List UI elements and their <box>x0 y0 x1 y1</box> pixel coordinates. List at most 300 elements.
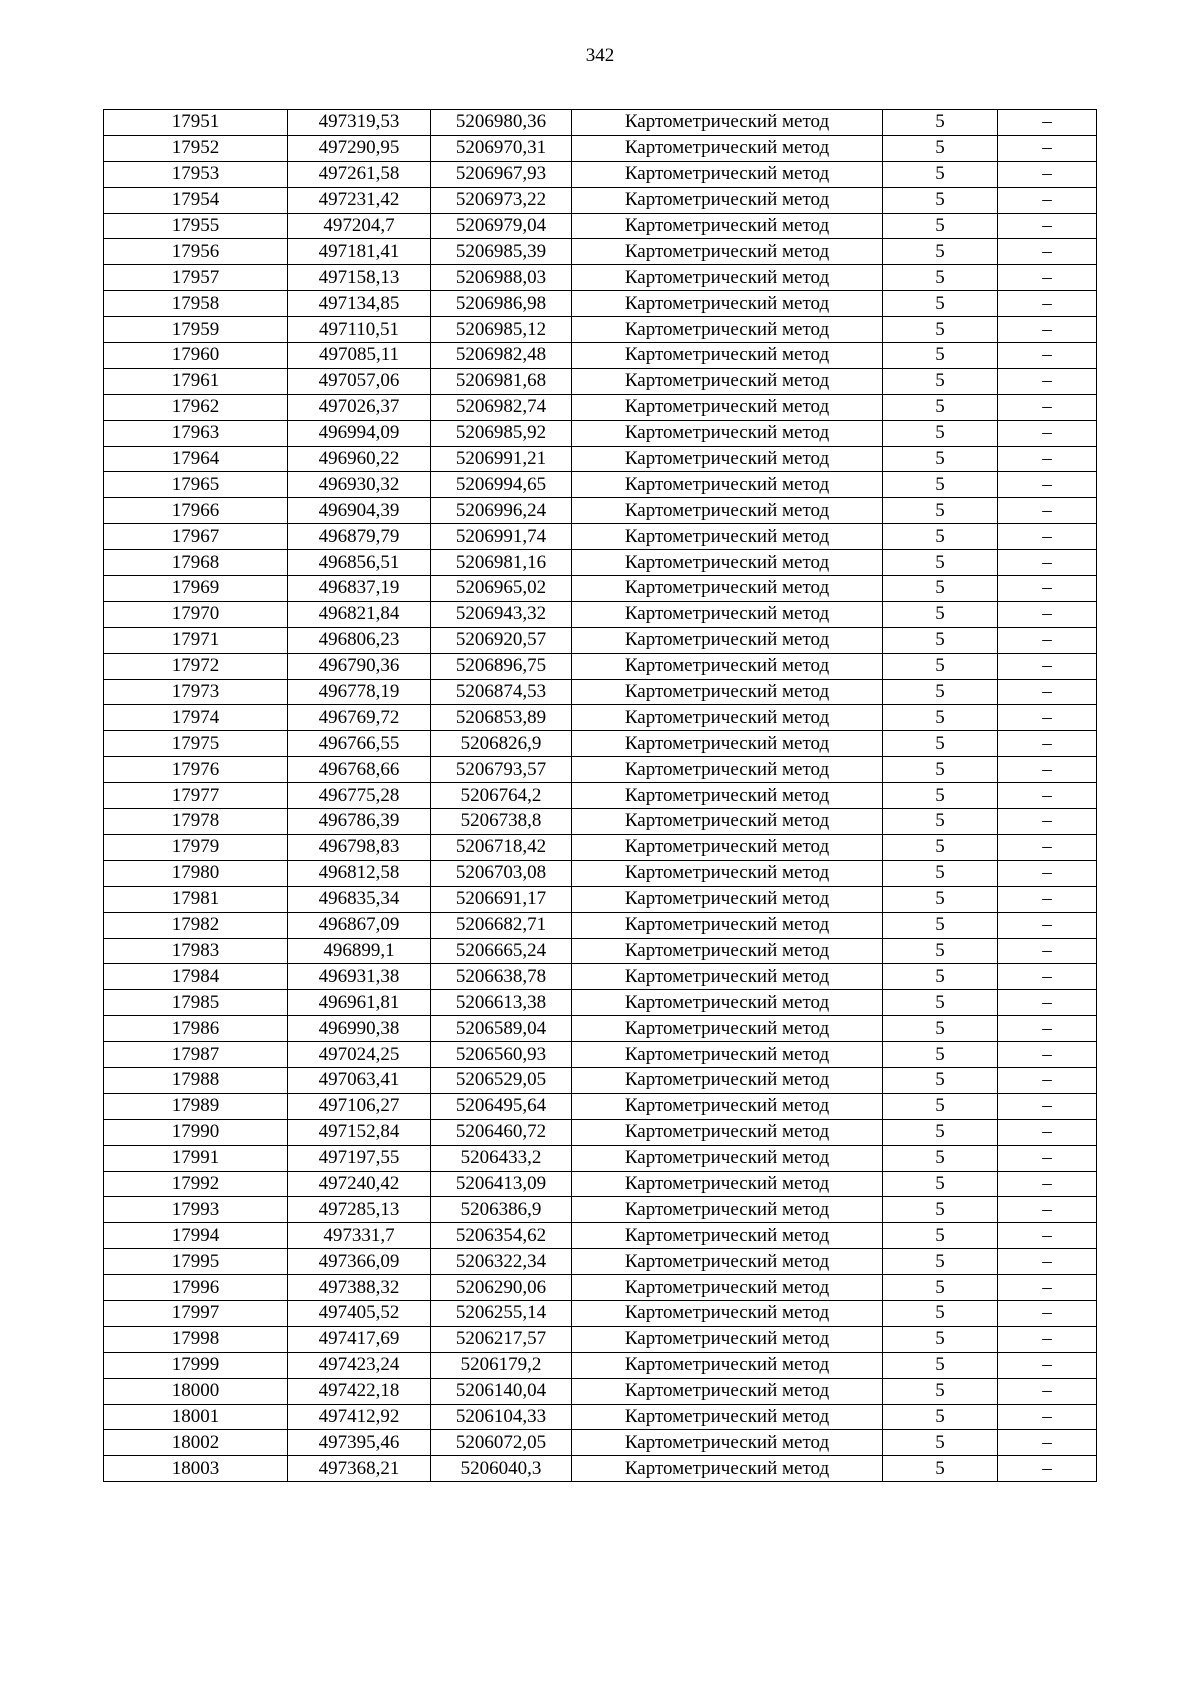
description-cell: – <box>998 110 1097 136</box>
x-coordinate-cell: 496812,58 <box>288 860 431 886</box>
description-cell: – <box>998 1326 1097 1352</box>
method-cell: Картометрический метод <box>572 1016 883 1042</box>
table-row <box>104 783 1097 809</box>
y-coordinate-cell: 5206529,05 <box>431 1067 572 1093</box>
x-coordinate-cell: 497181,41 <box>288 239 431 265</box>
method-cell: Картометрический метод <box>572 1249 883 1275</box>
point-number-cell: 17959 <box>104 317 288 343</box>
point-number-cell: 17991 <box>104 1145 288 1171</box>
point-number-cell: 17975 <box>104 731 288 757</box>
y-coordinate-cell: 5206718,42 <box>431 834 572 860</box>
x-coordinate-cell: 497405,52 <box>288 1300 431 1326</box>
y-coordinate-cell: 5206354,62 <box>431 1223 572 1249</box>
accuracy-cell: 5 <box>883 343 998 369</box>
accuracy-cell: 5 <box>883 1404 998 1430</box>
accuracy-cell: 5 <box>883 1300 998 1326</box>
description-cell: – <box>998 394 1097 420</box>
method-cell: Картометрический метод <box>572 783 883 809</box>
y-coordinate-cell: 5206920,57 <box>431 627 572 653</box>
description-cell: – <box>998 472 1097 498</box>
accuracy-cell: 5 <box>883 1223 998 1249</box>
y-coordinate-cell: 5206255,14 <box>431 1300 572 1326</box>
point-number-cell: 17958 <box>104 291 288 317</box>
y-coordinate-cell: 5206290,06 <box>431 1275 572 1301</box>
method-cell: Картометрический метод <box>572 1197 883 1223</box>
description-cell: – <box>998 265 1097 291</box>
description-cell: – <box>998 938 1097 964</box>
accuracy-cell: 5 <box>883 550 998 576</box>
y-coordinate-cell: 5206560,93 <box>431 1042 572 1068</box>
method-cell: Картометрический метод <box>572 653 883 679</box>
accuracy-cell: 5 <box>883 964 998 990</box>
point-number-cell: 17956 <box>104 239 288 265</box>
point-number-cell: 17989 <box>104 1093 288 1119</box>
method-cell: Картометрический метод <box>572 912 883 938</box>
y-coordinate-cell: 5206322,34 <box>431 1249 572 1275</box>
table-row <box>104 368 1097 394</box>
y-coordinate-cell: 5206980,36 <box>431 110 572 136</box>
y-coordinate-cell: 5206943,32 <box>431 601 572 627</box>
y-coordinate-cell: 5206996,24 <box>431 498 572 524</box>
point-number-cell: 17961 <box>104 368 288 394</box>
accuracy-cell: 5 <box>883 653 998 679</box>
y-coordinate-cell: 5206991,74 <box>431 524 572 550</box>
table-row <box>104 990 1097 1016</box>
x-coordinate-cell: 496837,19 <box>288 576 431 602</box>
description-cell: – <box>998 1249 1097 1275</box>
method-cell: Картометрический метод <box>572 110 883 136</box>
description-cell: – <box>998 187 1097 213</box>
point-number-cell: 17979 <box>104 834 288 860</box>
description-cell: – <box>998 576 1097 602</box>
y-coordinate-cell: 5206896,75 <box>431 653 572 679</box>
y-coordinate-cell: 5206985,12 <box>431 317 572 343</box>
point-number-cell: 17982 <box>104 912 288 938</box>
point-number-cell: 18000 <box>104 1378 288 1404</box>
accuracy-cell: 5 <box>883 576 998 602</box>
method-cell: Картометрический метод <box>572 420 883 446</box>
description-cell: – <box>998 834 1097 860</box>
x-coordinate-cell: 497240,42 <box>288 1171 431 1197</box>
accuracy-cell: 5 <box>883 110 998 136</box>
y-coordinate-cell: 5206217,57 <box>431 1326 572 1352</box>
x-coordinate-cell: 497063,41 <box>288 1067 431 1093</box>
accuracy-cell: 5 <box>883 187 998 213</box>
method-cell: Картометрический метод <box>572 1430 883 1456</box>
method-cell: Картометрический метод <box>572 964 883 990</box>
description-cell: – <box>998 990 1097 1016</box>
y-coordinate-cell: 5206738,8 <box>431 809 572 835</box>
method-cell: Картометрический метод <box>572 135 883 161</box>
point-number-cell: 17962 <box>104 394 288 420</box>
table-row <box>104 110 1097 136</box>
point-number-cell: 17987 <box>104 1042 288 1068</box>
table-row <box>104 343 1097 369</box>
description-cell: – <box>998 886 1097 912</box>
table-row <box>104 1067 1097 1093</box>
method-cell: Картометрический метод <box>572 757 883 783</box>
point-number-cell: 17996 <box>104 1275 288 1301</box>
point-number-cell: 17990 <box>104 1119 288 1145</box>
point-number-cell: 17960 <box>104 343 288 369</box>
accuracy-cell: 5 <box>883 809 998 835</box>
method-cell: Картометрический метод <box>572 705 883 731</box>
accuracy-cell: 5 <box>883 783 998 809</box>
method-cell: Картометрический метод <box>572 938 883 964</box>
x-coordinate-cell: 496766,55 <box>288 731 431 757</box>
description-cell: – <box>998 1145 1097 1171</box>
description-cell: – <box>998 679 1097 705</box>
table-row <box>104 239 1097 265</box>
method-cell: Картометрический метод <box>572 498 883 524</box>
description-cell: – <box>998 1067 1097 1093</box>
accuracy-cell: 5 <box>883 1249 998 1275</box>
accuracy-cell: 5 <box>883 731 998 757</box>
y-coordinate-cell: 5206682,71 <box>431 912 572 938</box>
y-coordinate-cell: 5206994,65 <box>431 472 572 498</box>
accuracy-cell: 5 <box>883 135 998 161</box>
method-cell: Картометрический метод <box>572 524 883 550</box>
point-number-cell: 17951 <box>104 110 288 136</box>
point-number-cell: 17963 <box>104 420 288 446</box>
table-row <box>104 1352 1097 1378</box>
y-coordinate-cell: 5206988,03 <box>431 265 572 291</box>
method-cell: Картометрический метод <box>572 239 883 265</box>
x-coordinate-cell: 496930,32 <box>288 472 431 498</box>
table-row <box>104 265 1097 291</box>
point-number-cell: 17971 <box>104 627 288 653</box>
table-row <box>104 1378 1097 1404</box>
x-coordinate-cell: 497285,13 <box>288 1197 431 1223</box>
accuracy-cell: 5 <box>883 1067 998 1093</box>
accuracy-cell: 5 <box>883 498 998 524</box>
table-row <box>104 498 1097 524</box>
x-coordinate-cell: 497388,32 <box>288 1275 431 1301</box>
point-number-cell: 17954 <box>104 187 288 213</box>
x-coordinate-cell: 496879,79 <box>288 524 431 550</box>
table-row <box>104 1119 1097 1145</box>
description-cell: – <box>998 368 1097 394</box>
x-coordinate-cell: 496775,28 <box>288 783 431 809</box>
y-coordinate-cell: 5206965,02 <box>431 576 572 602</box>
accuracy-cell: 5 <box>883 1145 998 1171</box>
table-row <box>104 1016 1097 1042</box>
y-coordinate-cell: 5206691,17 <box>431 886 572 912</box>
point-number-cell: 17953 <box>104 161 288 187</box>
accuracy-cell: 5 <box>883 1171 998 1197</box>
description-cell: – <box>998 420 1097 446</box>
point-number-cell: 17994 <box>104 1223 288 1249</box>
x-coordinate-cell: 496790,36 <box>288 653 431 679</box>
method-cell: Картометрический метод <box>572 317 883 343</box>
method-cell: Картометрический метод <box>572 1067 883 1093</box>
x-coordinate-cell: 497395,46 <box>288 1430 431 1456</box>
table-row <box>104 1326 1097 1352</box>
method-cell: Картометрический метод <box>572 860 883 886</box>
method-cell: Картометрический метод <box>572 1352 883 1378</box>
y-coordinate-cell: 5206991,21 <box>431 446 572 472</box>
accuracy-cell: 5 <box>883 757 998 783</box>
table-row <box>104 964 1097 990</box>
table-row <box>104 886 1097 912</box>
x-coordinate-cell: 497106,27 <box>288 1093 431 1119</box>
x-coordinate-cell: 497261,58 <box>288 161 431 187</box>
method-cell: Картометрический метод <box>572 291 883 317</box>
accuracy-cell: 5 <box>883 912 998 938</box>
accuracy-cell: 5 <box>883 239 998 265</box>
description-cell: – <box>998 860 1097 886</box>
method-cell: Картометрический метод <box>572 1223 883 1249</box>
x-coordinate-cell: 497085,11 <box>288 343 431 369</box>
x-coordinate-cell: 496960,22 <box>288 446 431 472</box>
y-coordinate-cell: 5206985,39 <box>431 239 572 265</box>
x-coordinate-cell: 496931,38 <box>288 964 431 990</box>
point-number-cell: 17968 <box>104 550 288 576</box>
table-row <box>104 1171 1097 1197</box>
method-cell: Картометрический метод <box>572 1378 883 1404</box>
accuracy-cell: 5 <box>883 213 998 239</box>
table-row <box>104 472 1097 498</box>
table-row <box>104 1042 1097 1068</box>
point-number-cell: 17969 <box>104 576 288 602</box>
table-row <box>104 291 1097 317</box>
x-coordinate-cell: 497319,53 <box>288 110 431 136</box>
accuracy-cell: 5 <box>883 161 998 187</box>
method-cell: Картометрический метод <box>572 1042 883 1068</box>
table-row <box>104 1404 1097 1430</box>
description-cell: – <box>998 446 1097 472</box>
y-coordinate-cell: 5206970,31 <box>431 135 572 161</box>
accuracy-cell: 5 <box>883 1430 998 1456</box>
accuracy-cell: 5 <box>883 524 998 550</box>
y-coordinate-cell: 5206764,2 <box>431 783 572 809</box>
description-cell: – <box>998 809 1097 835</box>
description-cell: – <box>998 161 1097 187</box>
method-cell: Картометрический метод <box>572 187 883 213</box>
description-cell: – <box>998 1456 1097 1482</box>
y-coordinate-cell: 5206967,93 <box>431 161 572 187</box>
x-coordinate-cell: 497134,85 <box>288 291 431 317</box>
y-coordinate-cell: 5206460,72 <box>431 1119 572 1145</box>
point-number-cell: 17999 <box>104 1352 288 1378</box>
point-number-cell: 18003 <box>104 1456 288 1482</box>
y-coordinate-cell: 5206179,2 <box>431 1352 572 1378</box>
table-row <box>104 550 1097 576</box>
description-cell: – <box>998 912 1097 938</box>
accuracy-cell: 5 <box>883 1119 998 1145</box>
y-coordinate-cell: 5206638,78 <box>431 964 572 990</box>
y-coordinate-cell: 5206386,9 <box>431 1197 572 1223</box>
table-row <box>104 1145 1097 1171</box>
y-coordinate-cell: 5206495,64 <box>431 1093 572 1119</box>
point-number-cell: 17984 <box>104 964 288 990</box>
y-coordinate-cell: 5206982,48 <box>431 343 572 369</box>
y-coordinate-cell: 5206413,09 <box>431 1171 572 1197</box>
point-number-cell: 17976 <box>104 757 288 783</box>
point-number-cell: 17992 <box>104 1171 288 1197</box>
accuracy-cell: 5 <box>883 679 998 705</box>
method-cell: Картометрический метод <box>572 213 883 239</box>
y-coordinate-cell: 5206703,08 <box>431 860 572 886</box>
y-coordinate-cell: 5206104,33 <box>431 1404 572 1430</box>
y-coordinate-cell: 5206853,89 <box>431 705 572 731</box>
method-cell: Картометрический метод <box>572 265 883 291</box>
x-coordinate-cell: 497331,7 <box>288 1223 431 1249</box>
table-row <box>104 420 1097 446</box>
method-cell: Картометрический метод <box>572 1404 883 1430</box>
x-coordinate-cell: 496899,1 <box>288 938 431 964</box>
description-cell: – <box>998 239 1097 265</box>
accuracy-cell: 5 <box>883 1326 998 1352</box>
accuracy-cell: 5 <box>883 601 998 627</box>
point-number-cell: 17970 <box>104 601 288 627</box>
point-number-cell: 17981 <box>104 886 288 912</box>
accuracy-cell: 5 <box>883 446 998 472</box>
point-number-cell: 17965 <box>104 472 288 498</box>
point-number-cell: 17993 <box>104 1197 288 1223</box>
x-coordinate-cell: 496835,34 <box>288 886 431 912</box>
description-cell: – <box>998 1093 1097 1119</box>
description-cell: – <box>998 1404 1097 1430</box>
y-coordinate-cell: 5206982,74 <box>431 394 572 420</box>
method-cell: Картометрический метод <box>572 472 883 498</box>
table-row <box>104 1275 1097 1301</box>
y-coordinate-cell: 5206040,3 <box>431 1456 572 1482</box>
point-number-cell: 17952 <box>104 135 288 161</box>
description-cell: – <box>998 1430 1097 1456</box>
description-cell: – <box>998 601 1097 627</box>
x-coordinate-cell: 496769,72 <box>288 705 431 731</box>
point-number-cell: 17972 <box>104 653 288 679</box>
point-number-cell: 17957 <box>104 265 288 291</box>
accuracy-cell: 5 <box>883 1016 998 1042</box>
y-coordinate-cell: 5206072,05 <box>431 1430 572 1456</box>
point-number-cell: 17983 <box>104 938 288 964</box>
x-coordinate-cell: 497422,18 <box>288 1378 431 1404</box>
description-cell: – <box>998 1275 1097 1301</box>
accuracy-cell: 5 <box>883 1093 998 1119</box>
table-row <box>104 705 1097 731</box>
method-cell: Картометрический метод <box>572 1300 883 1326</box>
description-cell: – <box>998 343 1097 369</box>
table-row <box>104 1456 1097 1482</box>
table-row <box>104 731 1097 757</box>
method-cell: Картометрический метод <box>572 1326 883 1352</box>
method-cell: Картометрический метод <box>572 550 883 576</box>
accuracy-cell: 5 <box>883 627 998 653</box>
table-row <box>104 394 1097 420</box>
x-coordinate-cell: 496867,09 <box>288 912 431 938</box>
method-cell: Картометрический метод <box>572 1119 883 1145</box>
accuracy-cell: 5 <box>883 420 998 446</box>
point-number-cell: 17997 <box>104 1300 288 1326</box>
x-coordinate-cell: 497368,21 <box>288 1456 431 1482</box>
x-coordinate-cell: 497024,25 <box>288 1042 431 1068</box>
accuracy-cell: 5 <box>883 990 998 1016</box>
method-cell: Картометрический метод <box>572 990 883 1016</box>
page-number: 342 <box>585 45 615 66</box>
x-coordinate-cell: 497057,06 <box>288 368 431 394</box>
table-row <box>104 653 1097 679</box>
method-cell: Картометрический метод <box>572 161 883 187</box>
x-coordinate-cell: 497158,13 <box>288 265 431 291</box>
x-coordinate-cell: 497152,84 <box>288 1119 431 1145</box>
description-cell: – <box>998 705 1097 731</box>
accuracy-cell: 5 <box>883 472 998 498</box>
accuracy-cell: 5 <box>883 368 998 394</box>
x-coordinate-cell: 497366,09 <box>288 1249 431 1275</box>
y-coordinate-cell: 5206981,68 <box>431 368 572 394</box>
table-row <box>104 161 1097 187</box>
description-cell: – <box>998 731 1097 757</box>
description-cell: – <box>998 291 1097 317</box>
accuracy-cell: 5 <box>883 1042 998 1068</box>
method-cell: Картометрический метод <box>572 1456 883 1482</box>
description-cell: – <box>998 498 1097 524</box>
y-coordinate-cell: 5206665,24 <box>431 938 572 964</box>
table-row <box>104 187 1097 213</box>
table-row <box>104 1430 1097 1456</box>
y-coordinate-cell: 5206985,92 <box>431 420 572 446</box>
accuracy-cell: 5 <box>883 1352 998 1378</box>
y-coordinate-cell: 5206793,57 <box>431 757 572 783</box>
accuracy-cell: 5 <box>883 1275 998 1301</box>
y-coordinate-cell: 5206874,53 <box>431 679 572 705</box>
x-coordinate-cell: 497412,92 <box>288 1404 431 1430</box>
method-cell: Картометрический метод <box>572 886 883 912</box>
point-number-cell: 17998 <box>104 1326 288 1352</box>
table-row <box>104 317 1097 343</box>
method-cell: Картометрический метод <box>572 834 883 860</box>
accuracy-cell: 5 <box>883 1197 998 1223</box>
point-number-cell: 17974 <box>104 705 288 731</box>
point-number-cell: 17988 <box>104 1067 288 1093</box>
y-coordinate-cell: 5206979,04 <box>431 213 572 239</box>
table-row <box>104 576 1097 602</box>
description-cell: – <box>998 1300 1097 1326</box>
x-coordinate-cell: 497231,42 <box>288 187 431 213</box>
x-coordinate-cell: 497110,51 <box>288 317 431 343</box>
x-coordinate-cell: 497290,95 <box>288 135 431 161</box>
table-row <box>104 1197 1097 1223</box>
table-row <box>104 938 1097 964</box>
table-row <box>104 1093 1097 1119</box>
table-row <box>104 809 1097 835</box>
description-cell: – <box>998 317 1097 343</box>
x-coordinate-cell: 497197,55 <box>288 1145 431 1171</box>
x-coordinate-cell: 496904,39 <box>288 498 431 524</box>
x-coordinate-cell: 496778,19 <box>288 679 431 705</box>
x-coordinate-cell: 496990,38 <box>288 1016 431 1042</box>
description-cell: – <box>998 627 1097 653</box>
x-coordinate-cell: 496961,81 <box>288 990 431 1016</box>
table-row <box>104 213 1097 239</box>
method-cell: Картометрический метод <box>572 601 883 627</box>
table-row <box>104 1300 1097 1326</box>
y-coordinate-cell: 5206981,16 <box>431 550 572 576</box>
table-row <box>104 601 1097 627</box>
description-cell: – <box>998 550 1097 576</box>
point-number-cell: 18002 <box>104 1430 288 1456</box>
description-cell: – <box>998 1119 1097 1145</box>
description-cell: – <box>998 1197 1097 1223</box>
method-cell: Картометрический метод <box>572 1093 883 1119</box>
accuracy-cell: 5 <box>883 705 998 731</box>
accuracy-cell: 5 <box>883 265 998 291</box>
description-cell: – <box>998 524 1097 550</box>
description-cell: – <box>998 757 1097 783</box>
point-number-cell: 17967 <box>104 524 288 550</box>
